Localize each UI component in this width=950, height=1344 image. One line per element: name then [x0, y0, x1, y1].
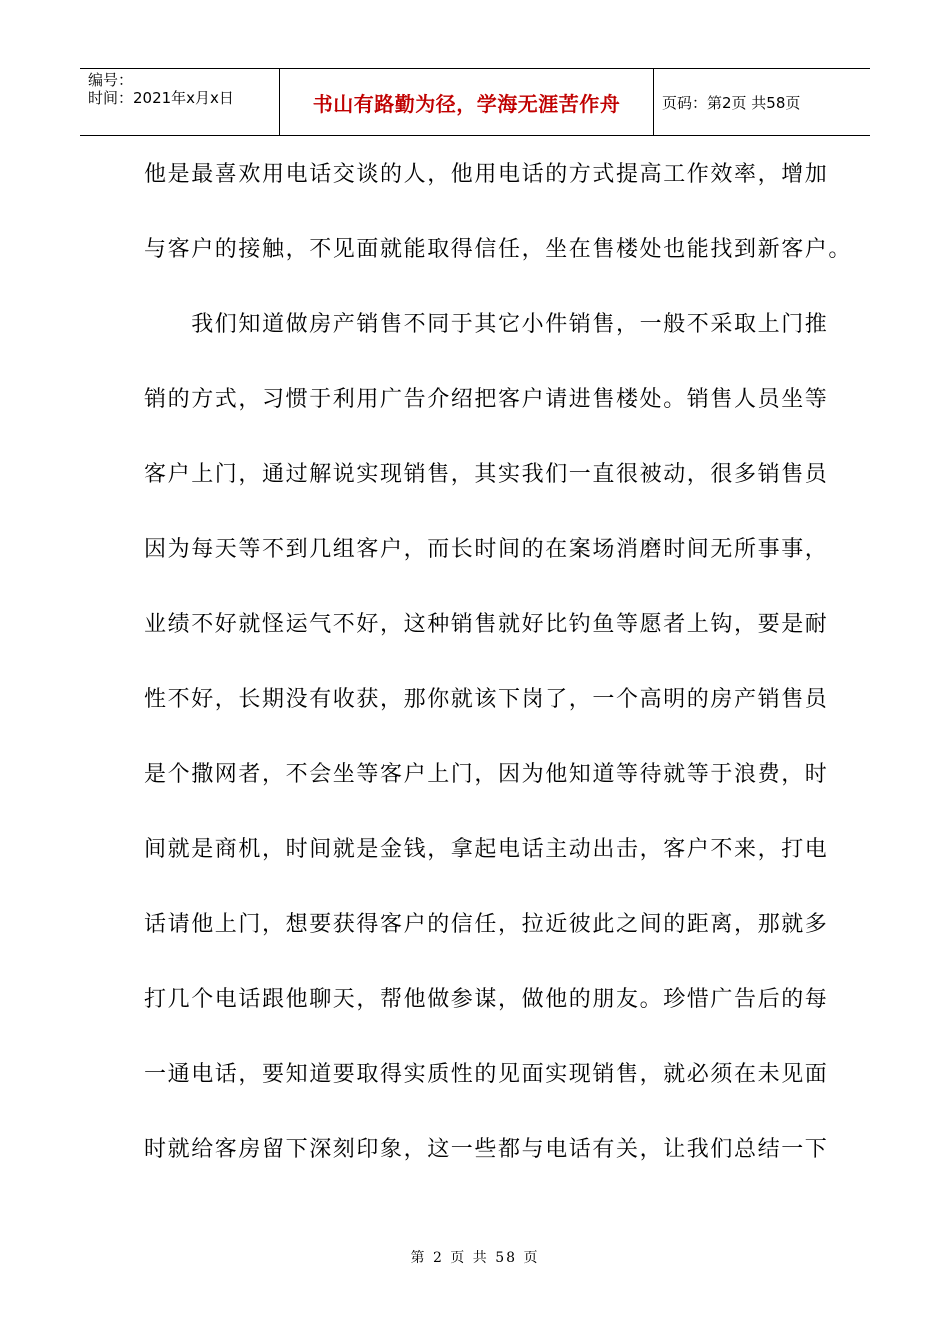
- page-info: 页码：第2页 共58页: [662, 93, 801, 112]
- header-page-info: [654, 69, 870, 135]
- header-motto-cell: [280, 69, 654, 135]
- text-line: 是个撒网者，不会坐等客户上门，因为他知道等待就等于浪费，时: [144, 762, 829, 787]
- text-line: 话请他上门，想要获得客户的信任，拉近彼此之间的距离，那就多: [144, 912, 829, 937]
- text-line: 时就给客房留下深刻印象，这一些都与电话有关，让我们总结一下: [144, 1137, 829, 1162]
- text-line: 他是最喜欢用电话交谈的人，他用电话的方式提高工作效率，增加: [144, 162, 829, 187]
- text-line: 打几个电话跟他聊天，帮他做参谋，做他的朋友。珍惜广告后的每: [144, 987, 829, 1012]
- time-label: 时间：2021年x月x日: [88, 89, 234, 107]
- text-line: 与客户的接触，不见面就能取得信任，坐在售楼处也能找到新客户。: [144, 237, 853, 262]
- text-line: 因为每天等不到几组客户，而长时间的在案场消磨时间无所事事，: [144, 537, 829, 562]
- page-footer: [0, 1247, 950, 1267]
- number-label: 编号：: [88, 71, 134, 89]
- text-line: 我们知道做房产销售不同于其它小件销售，一般不采取上门推: [144, 312, 829, 337]
- footer-page-number: 第 2 页 共 58 页: [410, 1250, 540, 1266]
- text-line: 客户上门，通过解说实现销售，其实我们一直很被动，很多销售员: [144, 462, 829, 487]
- page-header: [80, 68, 870, 136]
- text-line: 销的方式，习惯于利用广告介绍把客户请进售楼处。销售人员坐等: [144, 387, 829, 412]
- motto: 书山有路勤为径，学海无涯苦作舟: [312, 91, 621, 116]
- text-line: 业绩不好就怪运气不好，这种销售就好比钓鱼等愿者上钩，要是耐: [144, 612, 829, 637]
- document-body: [144, 155, 853, 1205]
- text-line: 性不好，长期没有收获，那你就该下岗了，一个高明的房产销售员: [144, 687, 829, 712]
- header-meta: [80, 69, 280, 135]
- text-line: 一通电话，要知道要取得实质性的见面实现销售，就必须在未见面: [144, 1062, 829, 1087]
- text-line: 间就是商机，时间就是金钱，拿起电话主动出击，客户不来，打电: [144, 837, 829, 862]
